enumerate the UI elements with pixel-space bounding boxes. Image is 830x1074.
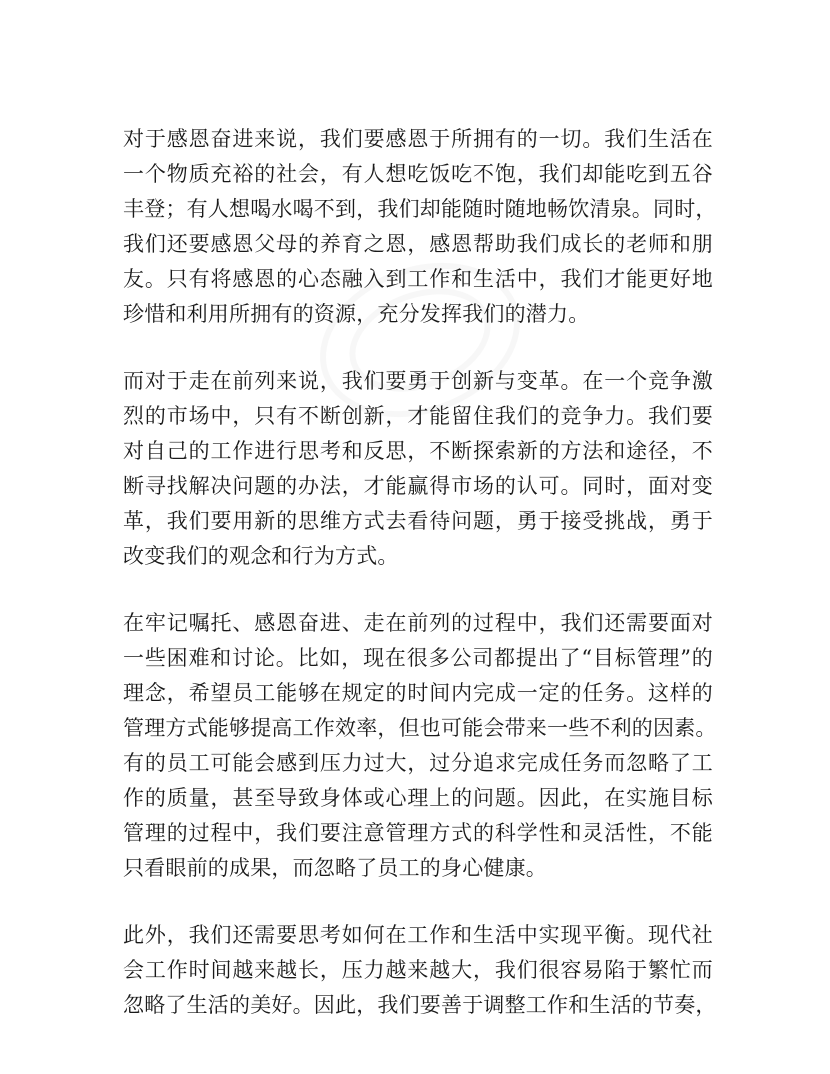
paragraph-line: 管理的过程中，我们要注意管理方式的科学性和灵活性，不能 (123, 821, 713, 845)
paragraph (123, 606, 717, 886)
paragraph-line: 忽略了生活的美好。因此，我们要善于调整工作和生活的节奏， (123, 993, 717, 1017)
paragraph-line: 此外，我们还需要思考如何在工作和生活中实现平衡。现代社 (123, 923, 713, 947)
paragraph-line: 会工作时间越来越长，压力越来越大，我们很容易陷于繁忙而 (123, 958, 713, 982)
paragraph-line: 作的质量，甚至导致身体或心理上的问题。因此，在实施目标 (123, 786, 713, 810)
paragraph-line: 管理方式能够提高工作效率，但也可能会带来一些不利的因素。 (123, 716, 717, 740)
paragraph-line: 理念，希望员工能够在规定的时间内完成一定的任务。这样的 (123, 681, 713, 705)
paragraph-line: 有的员工可能会感到压力过大，过分追求完成任务而忽略了工 (123, 751, 713, 775)
paragraph-line: 珍惜和利用所拥有的资源，充分发挥我们的潜力。 (123, 302, 590, 326)
paragraph-line: 烈的市场中，只有不断创新，才能留住我们的竞争力。我们要 (123, 404, 713, 428)
paragraph (123, 122, 717, 332)
paragraph-line: 一个物质充裕的社会，有人想吃饭吃不饱，我们却能吃到五谷 (123, 162, 713, 186)
paragraph-line: 对自己的工作进行思考和反思，不断探索新的方法和途径，不 (123, 439, 713, 463)
paragraph-line: 在牢记嘱托、感恩奋进、走在前列的过程中，我们还需要面对 (123, 611, 713, 635)
paragraph-line: 断寻找解决问题的办法，才能赢得市场的认可。同时，面对变 (123, 474, 713, 498)
paragraph (123, 918, 717, 1023)
paragraph-line: 一些困难和讨论。比如，现在很多公司都提出了“目标管理”的 (123, 646, 713, 670)
paragraph (123, 364, 713, 574)
paragraph-line: 丰登；有人想喝水喝不到，我们却能随时随地畅饮清泉。同时， (123, 197, 717, 221)
paragraph-line: 而对于走在前列来说，我们要勇于创新与变革。在一个竞争激 (123, 369, 713, 393)
paragraph-line: 友。只有将感恩的心态融入到工作和生活中，我们才能更好地 (123, 267, 713, 291)
document-body (123, 122, 717, 1055)
paragraph-line: 我们还要感恩父母的养育之恩，感恩帮助我们成长的老师和朋 (123, 232, 713, 256)
paragraph-line: 革，我们要用新的思维方式去看待问题，勇于接受挑战，勇于 (123, 509, 713, 533)
paragraph-line: 改变我们的观念和行为方式。 (123, 544, 399, 568)
paragraph-line: 对于感恩奋进来说，我们要感恩于所拥有的一切。我们生活在 (123, 127, 713, 151)
paragraph-line: 只看眼前的成果，而忽略了员工的身心健康。 (123, 856, 547, 880)
